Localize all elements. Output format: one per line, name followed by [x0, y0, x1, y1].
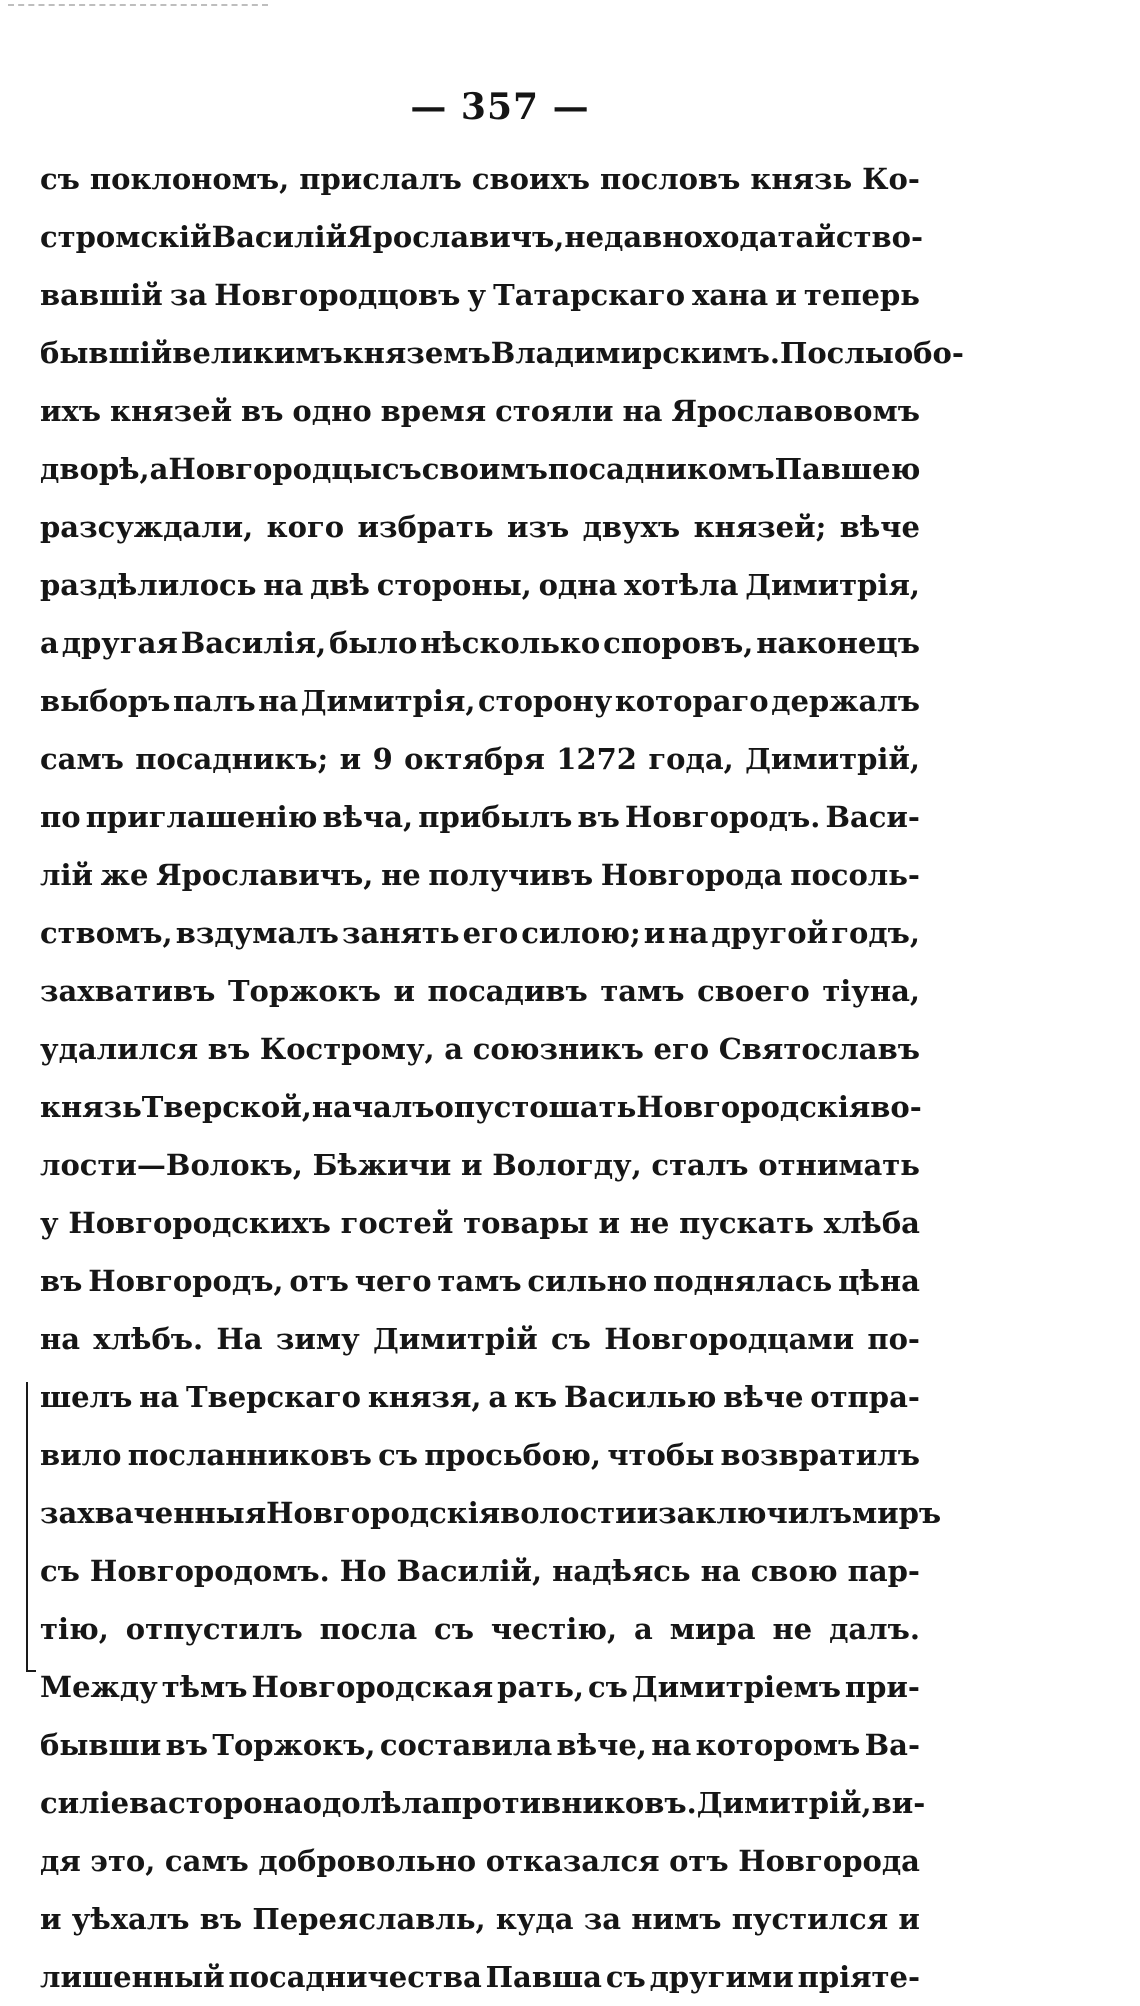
text-line — [40, 1020, 920, 1078]
word: Новгородомъ. — [89, 1554, 330, 1588]
page-number: — 357 — — [410, 86, 590, 128]
word: наконецъ — [756, 626, 920, 660]
word: въ — [165, 1728, 209, 1762]
word: вѣча, — [322, 800, 414, 834]
text-line — [40, 556, 920, 614]
word: хана — [692, 278, 769, 312]
word: Димитрія, — [745, 568, 920, 602]
word: стояли — [495, 394, 614, 428]
word: отъ — [289, 1264, 349, 1298]
word: вѣче, — [556, 1728, 647, 1762]
word: на — [622, 394, 663, 428]
word: Новгородцы — [168, 452, 382, 486]
word: поднялась — [653, 1264, 833, 1298]
word: своихъ — [471, 162, 591, 196]
word: союзникъ — [472, 1032, 644, 1066]
text-line — [40, 498, 920, 556]
word: посланниковъ — [127, 1438, 372, 1472]
word: его — [653, 1032, 710, 1066]
word: избрать — [357, 510, 494, 544]
word: князь — [750, 162, 853, 196]
word: Тверскаго — [186, 1380, 361, 1414]
word: чего — [354, 1264, 432, 1298]
word: споровъ, — [603, 626, 754, 660]
word: и — [598, 1206, 620, 1240]
word: Вологду, — [492, 1148, 642, 1182]
word: Послы — [779, 336, 894, 370]
word: посла — [319, 1612, 418, 1646]
word: Торжокъ, — [212, 1728, 376, 1762]
word: силіева — [40, 1786, 169, 1820]
word: На — [216, 1322, 263, 1356]
word: составила — [379, 1728, 553, 1762]
word: Павшею — [774, 452, 921, 486]
word: добровольно — [258, 1844, 477, 1878]
text-line — [40, 846, 920, 904]
word: Димитріемъ — [631, 1670, 841, 1704]
text-line — [40, 382, 920, 440]
word: котораго — [614, 684, 769, 718]
text-line — [40, 1136, 920, 1194]
word: по- — [867, 1322, 920, 1356]
word: не — [381, 858, 421, 892]
word: держалъ — [771, 684, 920, 718]
word: его — [462, 916, 519, 950]
text-line — [40, 266, 920, 324]
word: октября — [404, 742, 545, 776]
word: Василія, — [180, 626, 327, 660]
word: честію, — [490, 1612, 618, 1646]
word: кого — [266, 510, 345, 544]
word: Димитрій, — [696, 1786, 872, 1820]
word: же — [100, 858, 149, 892]
word: дя — [40, 1844, 81, 1878]
word: вѣче — [723, 1380, 804, 1414]
text-line — [40, 788, 920, 846]
word: Димитрій — [372, 1322, 538, 1356]
word: гостей — [340, 1206, 454, 1240]
word: недавно — [564, 220, 703, 254]
text-line — [40, 1078, 920, 1136]
word: на — [139, 1380, 180, 1414]
word: Владимирскимъ. — [490, 336, 780, 370]
word: на — [40, 1322, 81, 1356]
word: а — [633, 1612, 653, 1646]
word: своимъ — [421, 452, 548, 486]
word: и — [775, 278, 797, 312]
word: тіуна, — [822, 974, 920, 1008]
word: вздумалъ — [175, 916, 339, 950]
word: ви- — [871, 1786, 926, 1820]
word: къ — [513, 1380, 558, 1414]
word: при- — [844, 1670, 920, 1704]
word: далъ. — [829, 1612, 920, 1646]
text-line — [40, 150, 920, 208]
word: пар- — [847, 1554, 920, 1588]
word: силою; — [521, 916, 641, 950]
word: Димитрія, — [300, 684, 476, 718]
word: приглашенію — [85, 800, 318, 834]
word: самъ — [40, 742, 124, 776]
word: на — [700, 1554, 741, 1588]
word: сталъ — [651, 1148, 749, 1182]
word: Новгородцами — [604, 1322, 855, 1356]
text-line — [40, 1948, 920, 2006]
word: посоль- — [790, 858, 920, 892]
word: выборъ — [40, 684, 171, 718]
word: получивъ — [428, 858, 594, 892]
word: надѣясь — [552, 1554, 691, 1588]
body-text — [40, 150, 964, 2006]
text-line — [40, 1600, 920, 1658]
word: у — [467, 278, 487, 312]
word: волости — [500, 1496, 637, 1530]
word: было — [329, 626, 418, 660]
word: ихъ — [40, 394, 102, 428]
word: и — [339, 742, 362, 776]
word: съ — [381, 452, 422, 486]
word: сторона — [168, 1786, 303, 1820]
word: пускать — [679, 1206, 814, 1240]
word: мира — [669, 1612, 756, 1646]
text-line — [40, 904, 920, 962]
word: съ — [587, 1670, 628, 1704]
word: просьбою, — [424, 1438, 602, 1472]
word: захваченныя — [40, 1496, 267, 1530]
word: сторону — [477, 684, 613, 718]
word: отпра- — [810, 1380, 920, 1414]
word: Новгородцовъ — [214, 278, 461, 312]
word: миръ — [851, 1496, 942, 1530]
word: Василій — [211, 220, 348, 254]
word: съ — [378, 1438, 419, 1472]
word: тамъ — [600, 974, 685, 1008]
word: а — [40, 626, 59, 660]
word: вавшій — [40, 278, 163, 312]
word: и — [643, 916, 666, 950]
word: въ — [207, 1032, 251, 1066]
text-line — [40, 730, 920, 788]
word: а — [488, 1380, 508, 1414]
word: а — [444, 1032, 464, 1066]
word: Ярославовомъ — [671, 394, 920, 428]
word: нимъ — [631, 1902, 722, 1936]
text-line — [40, 1194, 920, 1252]
word: на — [258, 684, 299, 718]
word: поклономъ, — [89, 162, 290, 196]
word: Новгородъ. — [625, 800, 821, 834]
word: Василью — [564, 1380, 717, 1414]
word: лости—Волокъ, — [40, 1148, 303, 1182]
text-line — [40, 1484, 942, 1542]
word: уѣхалъ — [71, 1902, 190, 1936]
word: палъ — [172, 684, 256, 718]
word: Павша — [485, 1960, 602, 1994]
word: своего — [697, 974, 810, 1008]
word: въ — [199, 1902, 243, 1936]
word: у — [40, 1206, 59, 1240]
word: посадникъ; — [135, 742, 329, 776]
word: хлѣба — [823, 1206, 920, 1240]
word: Новгородская — [251, 1670, 494, 1704]
word: на — [651, 1728, 692, 1762]
word: Новгородскихъ — [68, 1206, 331, 1240]
word: тію, — [40, 1612, 109, 1646]
word: рать, — [497, 1670, 584, 1704]
word: вило — [40, 1438, 122, 1472]
word: опустошать — [434, 1090, 637, 1124]
word: князей; — [693, 510, 827, 544]
word: бывшій — [40, 336, 173, 370]
word: зиму — [275, 1322, 360, 1356]
text-line — [40, 1716, 920, 1774]
text-line — [40, 962, 920, 1020]
word: Ярославичъ, — [347, 220, 565, 254]
word: стороны, — [376, 568, 532, 602]
word: заключилъ — [658, 1496, 852, 1530]
word: по — [40, 800, 81, 834]
text-line — [40, 672, 920, 730]
word: посадникомъ — [547, 452, 775, 486]
word: разсуждали, — [40, 510, 254, 544]
word: годъ, — [831, 916, 920, 950]
word: на — [263, 568, 304, 602]
word: года, — [648, 742, 734, 776]
word: свою — [750, 1554, 838, 1588]
word: двѣ — [310, 568, 370, 602]
word: княземъ — [342, 336, 491, 370]
word: пріяте- — [797, 1960, 920, 1994]
word: Бѣжичи — [312, 1148, 452, 1182]
word: отказался — [485, 1844, 660, 1878]
word: съ — [40, 162, 80, 196]
word: ствомъ, — [40, 916, 173, 950]
word: 1272 — [556, 742, 637, 776]
word: занять — [341, 916, 460, 950]
word: князь — [40, 1090, 142, 1124]
word: Между — [40, 1670, 158, 1704]
text-line — [40, 208, 924, 266]
word: обо- — [893, 336, 964, 370]
word: Новгородскія — [636, 1090, 871, 1124]
margin-rule-foot — [26, 1670, 36, 1672]
word: другая — [61, 626, 178, 660]
word: не — [772, 1612, 813, 1646]
word: пустился — [731, 1902, 889, 1936]
word: и — [636, 1496, 659, 1530]
text-line — [40, 1658, 920, 1716]
word: сильно — [527, 1264, 648, 1298]
text-line — [40, 1774, 926, 1832]
word: возвратилъ — [720, 1438, 920, 1472]
word: посадничества — [228, 1960, 482, 1994]
word: лій — [40, 858, 93, 892]
word: Ва- — [864, 1728, 920, 1762]
word: въ — [40, 1264, 83, 1298]
word: Торжокъ — [227, 974, 381, 1008]
word: тамъ — [437, 1264, 522, 1298]
text-line — [40, 1368, 920, 1426]
word: пословъ — [600, 162, 741, 196]
word: и — [393, 974, 415, 1008]
word: противниковъ. — [440, 1786, 697, 1820]
word: другой — [711, 916, 829, 950]
word: Димитрій, — [745, 742, 920, 776]
word: Новгородскія — [266, 1496, 501, 1530]
word: удалился — [40, 1032, 199, 1066]
word: началъ — [311, 1090, 435, 1124]
word: Ко- — [862, 162, 920, 196]
word: и — [40, 1902, 62, 1936]
word: самъ — [164, 1844, 249, 1878]
word: нѣсколько — [420, 626, 601, 660]
word: отпустилъ — [125, 1612, 303, 1646]
word: хотѣла — [624, 568, 739, 602]
word: вѣче — [839, 510, 920, 544]
word: и — [898, 1902, 920, 1936]
word: Тверской, — [141, 1090, 312, 1124]
word: въ — [241, 394, 284, 428]
word: бывши — [40, 1728, 162, 1762]
word: Новгородъ, — [88, 1264, 284, 1298]
word: одно — [292, 394, 372, 428]
word: за — [169, 278, 208, 312]
word: съ — [605, 1960, 646, 1994]
word: 9 — [372, 742, 393, 776]
word: захвативъ — [40, 974, 216, 1008]
word: съ — [434, 1612, 474, 1646]
word: Новгорода — [600, 858, 783, 892]
word: Татарскаго — [493, 278, 686, 312]
word: цѣна — [838, 1264, 920, 1298]
word: а — [149, 452, 169, 486]
text-line — [40, 1832, 920, 1890]
word: съ — [40, 1554, 80, 1588]
word: ходатайство- — [702, 220, 924, 254]
text-line — [40, 324, 964, 382]
word: князя, — [367, 1380, 482, 1414]
text-line — [40, 1890, 920, 1948]
word: во- — [870, 1090, 922, 1124]
word: тѣмъ — [161, 1670, 248, 1704]
word: лишенный — [40, 1960, 225, 1994]
word: двухъ — [582, 510, 681, 544]
top-edge-marks — [8, 4, 268, 10]
word: раздѣлилось — [40, 568, 257, 602]
word: Но — [339, 1554, 387, 1588]
margin-rule — [26, 1382, 28, 1672]
word: теперь — [803, 278, 920, 312]
word: одолѣла — [302, 1786, 441, 1820]
word: великимъ — [172, 336, 343, 370]
word: на — [668, 916, 709, 950]
word: дворѣ, — [40, 452, 150, 486]
word: чтобы — [607, 1438, 715, 1472]
word: и — [461, 1148, 483, 1182]
word: время — [380, 394, 487, 428]
text-line — [40, 1252, 920, 1310]
word: князей — [110, 394, 233, 428]
word: Василій, — [396, 1554, 543, 1588]
word: Ярославичъ, — [156, 858, 374, 892]
word: товары — [463, 1206, 589, 1240]
word: другими — [649, 1960, 794, 1994]
word: шелъ — [40, 1380, 133, 1414]
word: изъ — [506, 510, 570, 544]
word: прибылъ — [418, 800, 573, 834]
text-line — [40, 1310, 920, 1368]
text-line — [40, 1542, 920, 1600]
word: куда — [495, 1902, 574, 1936]
word: не — [629, 1206, 670, 1240]
word: которомъ — [695, 1728, 861, 1762]
word: прислалъ — [299, 162, 462, 196]
word: одна — [538, 568, 618, 602]
word: Васи- — [825, 800, 920, 834]
word: отнимать — [758, 1148, 920, 1182]
word: Кострому, — [259, 1032, 435, 1066]
text-line — [40, 1426, 920, 1484]
text-line — [40, 614, 920, 672]
word: за — [583, 1902, 622, 1936]
word: стромскій — [40, 220, 212, 254]
word: Переяславль, — [252, 1902, 486, 1936]
word: Новгорода — [738, 1844, 920, 1878]
word: отъ — [669, 1844, 729, 1878]
word: хлѣбъ. — [93, 1322, 204, 1356]
word: это, — [90, 1844, 156, 1878]
word: Святославъ — [718, 1032, 920, 1066]
word: въ — [577, 800, 620, 834]
word: посадивъ — [427, 974, 588, 1008]
word: съ — [551, 1322, 591, 1356]
text-line — [40, 440, 920, 498]
